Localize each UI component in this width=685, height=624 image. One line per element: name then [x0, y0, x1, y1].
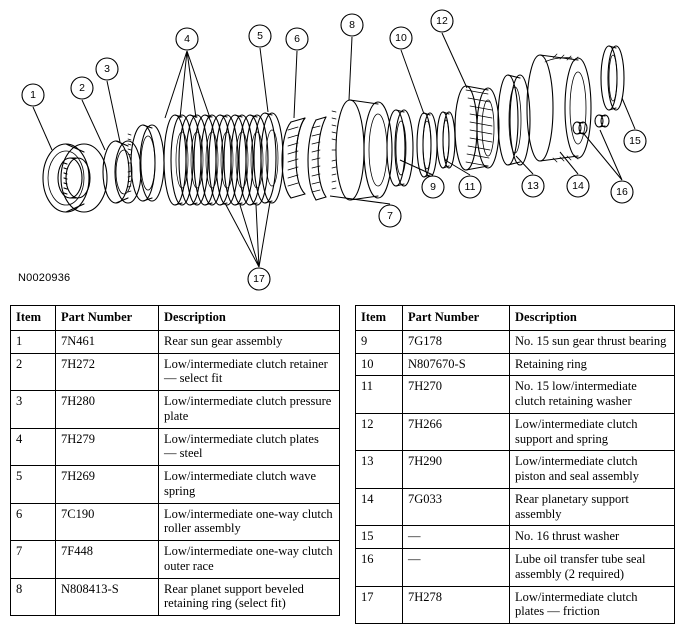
part-thrust-washer — [601, 46, 624, 110]
svg-text:17: 17 — [253, 273, 265, 285]
table-row — [356, 376, 675, 414]
cell-item: 8 — [11, 578, 56, 616]
table-header-row — [11, 306, 340, 331]
cell-item: 13 — [356, 451, 403, 489]
svg-text:9: 9 — [430, 181, 436, 193]
cell-item: 6 — [11, 503, 56, 541]
header-description: Description — [159, 306, 340, 331]
svg-text:8: 8 — [349, 19, 355, 31]
cell-description: Low/intermediate clutch retainer — select fit — [159, 353, 340, 391]
cell-part-number: N807670-S — [403, 353, 510, 376]
cell-description: Lube oil transfer tube seal assembly (2 required) — [510, 549, 675, 587]
table-row — [356, 488, 675, 526]
table-row — [356, 413, 675, 451]
exploded-parts-illustration — [0, 0, 685, 295]
cell-description: No. 15 low/intermediate clutch retaining washer — [510, 376, 675, 414]
table-row — [11, 578, 340, 616]
table-row — [11, 466, 340, 504]
cell-item: 7 — [11, 541, 56, 579]
cell-item: 3 — [11, 391, 56, 429]
part-retaining-ring — [417, 113, 437, 177]
table-row — [11, 541, 340, 579]
cell-part-number: 7H279 — [56, 428, 159, 466]
cell-description: Low/intermediate clutch support and spring — [510, 413, 675, 451]
part-pressure-plate — [128, 125, 164, 201]
table-header-row — [356, 306, 675, 331]
part-retaining-washer — [437, 112, 455, 168]
cell-part-number: 7G033 — [403, 488, 510, 526]
cell-description: Rear sun gear assembly — [159, 330, 340, 353]
part-clutch-plate-stack — [164, 113, 283, 205]
part-one-way-clutch-roller — [282, 118, 305, 198]
cell-description: No. 16 thrust washer — [510, 526, 675, 549]
table-row — [11, 503, 340, 541]
cell-item: 15 — [356, 526, 403, 549]
svg-text:7: 7 — [387, 210, 393, 222]
cell-item: 16 — [356, 549, 403, 587]
parts-table-left — [10, 305, 340, 616]
cell-part-number: — — [403, 526, 510, 549]
cell-part-number: 7N461 — [56, 330, 159, 353]
cell-item: 10 — [356, 353, 403, 376]
part-sun-gear-thrust-bearing — [387, 110, 413, 186]
table-row — [356, 586, 675, 624]
cell-part-number: 7H290 — [403, 451, 510, 489]
cell-description: Retaining ring — [510, 353, 675, 376]
cell-description: Low/intermediate one-way clutch outer race — [159, 541, 340, 579]
part-rear-planetary-support — [527, 54, 591, 162]
part-clutch-retainer — [103, 141, 141, 203]
svg-text:1: 1 — [30, 89, 36, 101]
cell-description: Low/intermediate clutch plates — steel — [159, 428, 340, 466]
table-row — [356, 526, 675, 549]
cell-part-number: 7F448 — [56, 541, 159, 579]
cell-item: 14 — [356, 488, 403, 526]
cell-description: Rear planetary support assembly — [510, 488, 675, 526]
cell-part-number: 7H266 — [403, 413, 510, 451]
svg-text:16: 16 — [616, 186, 628, 198]
svg-text:10: 10 — [395, 32, 407, 44]
header-description: Description — [510, 306, 675, 331]
cell-description: Low/intermediate clutch pressure plate — [159, 391, 340, 429]
table-row — [356, 451, 675, 489]
table-row — [356, 330, 675, 353]
cell-part-number: 7H272 — [56, 353, 159, 391]
cell-description: Low/intermediate clutch piston and seal assembly — [510, 451, 675, 489]
cell-part-number: 7H269 — [56, 466, 159, 504]
svg-text:15: 15 — [629, 135, 641, 147]
cell-item: 4 — [11, 428, 56, 466]
svg-text:5: 5 — [257, 30, 263, 42]
svg-text:11: 11 — [464, 181, 476, 193]
cell-description: Low/intermediate one-way clutch roller assembly — [159, 503, 340, 541]
cell-part-number: 7H280 — [56, 391, 159, 429]
cell-description: Rear planet support beveled retaining ring (select fit) — [159, 578, 340, 616]
cell-item: 2 — [11, 353, 56, 391]
part-rear-sun-gear — [43, 144, 107, 212]
table-row — [11, 428, 340, 466]
cell-part-number: 7H270 — [403, 376, 510, 414]
table-row — [11, 353, 340, 391]
cell-part-number: N808413-S — [56, 578, 159, 616]
table-row — [11, 330, 340, 353]
cell-description: No. 15 sun gear thrust bearing — [510, 330, 675, 353]
svg-text:2: 2 — [79, 82, 85, 94]
cell-item: 12 — [356, 413, 403, 451]
figure-id: N0020936 — [18, 272, 71, 284]
header-item: Item — [356, 306, 403, 331]
cell-item: 5 — [11, 466, 56, 504]
cell-item: 11 — [356, 376, 403, 414]
svg-text:4: 4 — [184, 33, 190, 45]
table-row — [356, 353, 675, 376]
svg-text:3: 3 — [104, 63, 110, 75]
cell-item: 9 — [356, 330, 403, 353]
table-row — [356, 549, 675, 587]
part-one-way-clutch-outer-race — [308, 117, 326, 200]
part-clutch-piston-seal — [498, 75, 530, 165]
table-row — [11, 391, 340, 429]
svg-text:6: 6 — [294, 33, 300, 45]
header-part-number: Part Number — [403, 306, 510, 331]
part-clutch-support-spring — [455, 86, 499, 170]
header-item: Item — [11, 306, 56, 331]
cell-part-number: 7H278 — [403, 586, 510, 624]
cell-item: 17 — [356, 586, 403, 624]
svg-text:14: 14 — [572, 180, 584, 192]
header-part-number: Part Number — [56, 306, 159, 331]
cell-part-number: — — [403, 549, 510, 587]
svg-text:13: 13 — [527, 180, 539, 192]
cell-description: Low/intermediate clutch plates — friction — [510, 586, 675, 624]
part-clutch-drum — [332, 100, 392, 200]
svg-text:12: 12 — [436, 15, 448, 27]
cell-description: Low/intermediate clutch wave spring — [159, 466, 340, 504]
cell-part-number: 7C190 — [56, 503, 159, 541]
cell-part-number: 7G178 — [403, 330, 510, 353]
parts-table-right — [355, 305, 675, 624]
cell-item: 1 — [11, 330, 56, 353]
